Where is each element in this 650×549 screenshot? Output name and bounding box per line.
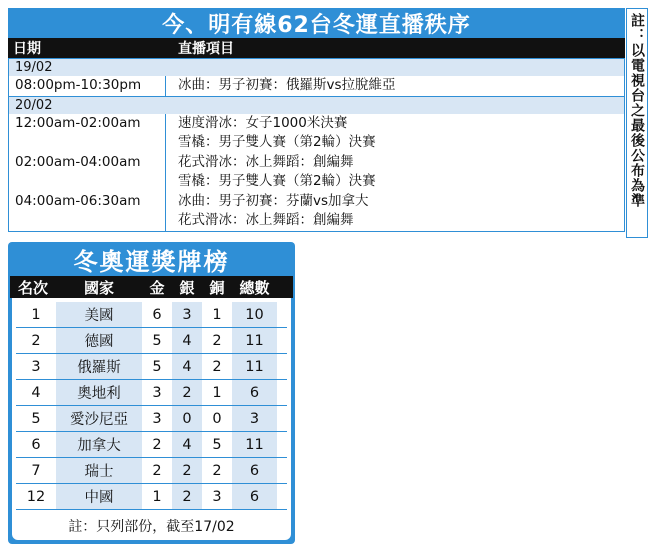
country-cell: 俄羅斯	[56, 354, 142, 379]
bronze-cell: 0	[212, 410, 222, 427]
rank-cell: 1	[31, 306, 41, 323]
medal-table-footnote: 註：只列部份，截至17/02	[68, 519, 235, 535]
silver-cell: 3	[172, 302, 202, 327]
silver-cell: 4	[172, 354, 202, 379]
country-cell: 瑞士	[56, 458, 142, 483]
gold-cell: 2	[152, 462, 162, 479]
slot-program: 速度滑冰：女子1000米決賽	[178, 114, 348, 131]
silver-cell: 4	[172, 328, 202, 353]
gold-cell: 2	[152, 436, 162, 453]
bronze-cell: 2	[212, 462, 222, 479]
broadcast-schedule	[8, 8, 625, 238]
total-cell: 11	[232, 354, 277, 379]
table-row	[16, 354, 287, 380]
slot-program: 冰曲：男子初賽：俄羅斯vs拉脫維亞	[178, 77, 396, 93]
date-row	[9, 58, 624, 76]
total-cell: 10	[232, 302, 277, 327]
header-gold: 金	[149, 278, 165, 297]
schedule-header-date: 日期	[13, 41, 41, 57]
schedule-header-program: 直播項目	[178, 41, 234, 57]
medal-table	[8, 242, 295, 544]
schedule-slot	[9, 153, 624, 192]
table-row	[16, 458, 287, 484]
table-row	[16, 432, 287, 458]
rank-cell: 6	[31, 436, 41, 453]
rank-cell: 3	[31, 358, 41, 375]
gold-cell: 3	[152, 410, 162, 427]
country-cell: 加拿大	[56, 432, 142, 457]
gold-cell: 5	[152, 358, 162, 375]
total-cell: 11	[232, 328, 277, 353]
bronze-cell: 1	[212, 306, 222, 323]
rank-cell: 5	[31, 410, 41, 427]
slot-program: 花式滑冰：冰上舞蹈：創編舞	[178, 212, 354, 228]
table-row	[16, 380, 287, 406]
medal-table-title: 冬奧運獎牌榜	[73, 247, 230, 276]
column-divider	[165, 58, 166, 231]
header-country: 國家	[83, 278, 114, 297]
silver-cell: 4	[172, 432, 202, 457]
date-label: 19/02	[15, 60, 53, 75]
silver-cell: 2	[172, 458, 202, 483]
medal-table-body	[12, 298, 291, 540]
total-cell: 3	[232, 406, 277, 431]
total-cell: 6	[232, 458, 277, 483]
header-rank: 名次	[17, 278, 48, 297]
gold-cell: 5	[152, 332, 162, 349]
header-bronze: 銅	[209, 278, 225, 297]
country-cell: 愛沙尼亞	[56, 406, 142, 431]
slot-time: 12:00am-02:00am	[15, 114, 141, 131]
slot-program: 冰曲：男子初賽：芬蘭vs加拿大	[178, 192, 369, 209]
schedule-body	[8, 58, 625, 232]
table-row	[16, 328, 287, 354]
rank-cell: 2	[31, 332, 41, 349]
silver-cell: 2	[172, 380, 202, 405]
country-cell: 中國	[56, 484, 142, 509]
gold-cell: 6	[152, 306, 162, 323]
schedule-slot	[9, 114, 624, 153]
table-row	[16, 484, 287, 510]
bronze-cell: 3	[212, 488, 222, 505]
slot-program: 花式滑冰：冰上舞蹈：創編舞	[178, 153, 354, 170]
schedule-slot	[9, 192, 624, 231]
rank-cell: 7	[31, 462, 41, 479]
date-row	[9, 96, 624, 114]
header-silver: 銀	[179, 278, 195, 297]
header-total: 總數	[239, 278, 270, 297]
country-cell: 德國	[56, 328, 142, 353]
bronze-cell: 1	[212, 384, 222, 401]
medal-table-header	[10, 276, 293, 298]
schedule-side-note: 註：以電視台之最後公布為準	[626, 8, 648, 238]
schedule-slot	[9, 76, 624, 96]
country-cell: 美國	[56, 302, 142, 327]
country-cell: 奧地利	[56, 380, 142, 405]
slot-time: 02:00am-04:00am	[15, 153, 141, 170]
total-cell: 6	[232, 380, 277, 405]
silver-cell: 2	[172, 484, 202, 509]
gold-cell: 1	[152, 488, 162, 505]
bronze-cell: 2	[212, 332, 222, 349]
rank-cell: 12	[26, 488, 46, 505]
schedule-header	[8, 38, 625, 58]
gold-cell: 3	[152, 384, 162, 401]
rank-cell: 4	[31, 384, 41, 401]
table-row	[16, 406, 287, 432]
slot-time: 04:00am-06:30am	[15, 192, 141, 209]
silver-cell: 0	[172, 406, 202, 431]
date-label: 20/02	[15, 97, 53, 113]
table-row	[16, 302, 287, 328]
bronze-cell: 5	[212, 436, 222, 453]
slot-time: 08:00pm-10:30pm	[15, 77, 142, 93]
total-cell: 6	[232, 484, 277, 509]
slot-program: 雪橇：男子雙人賽（第2輪）決賽	[178, 173, 376, 189]
total-cell: 11	[232, 432, 277, 457]
schedule-title: 今、明有線62台冬運直播秩序	[8, 8, 625, 38]
bronze-cell: 2	[212, 358, 222, 375]
slot-program: 雪橇：男子雙人賽（第2輪）決賽	[178, 134, 376, 150]
